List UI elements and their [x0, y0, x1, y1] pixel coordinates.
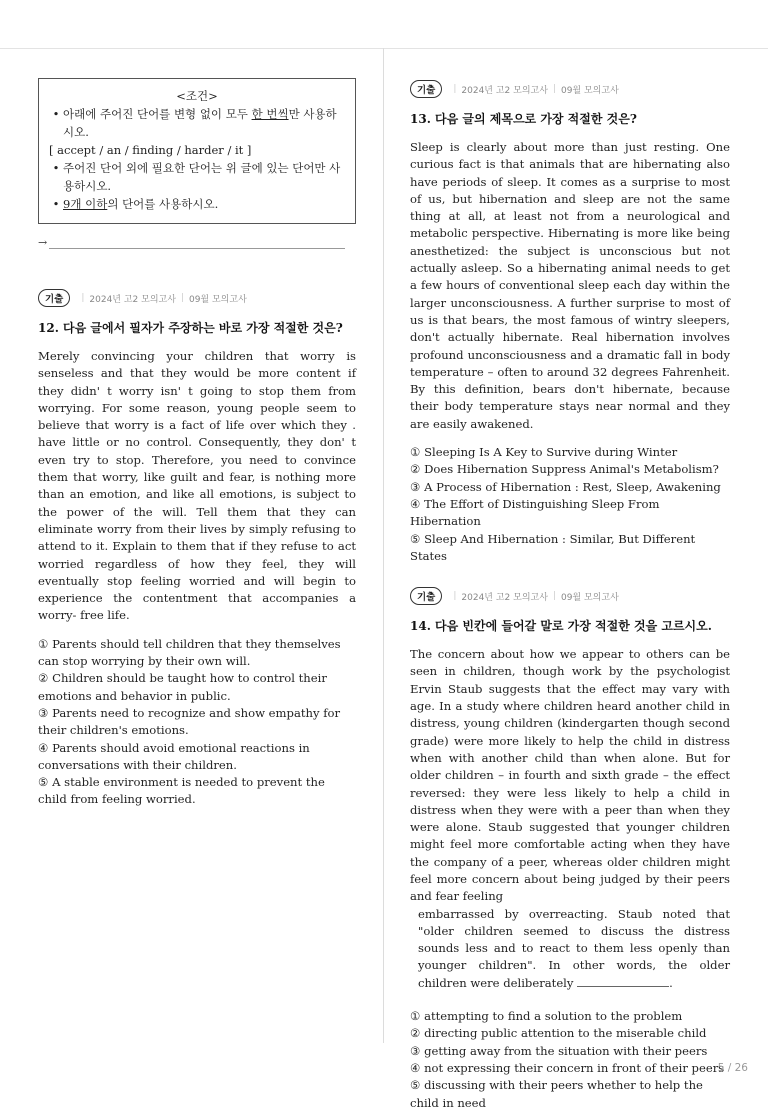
source-badge: 기출 — [410, 587, 442, 605]
option-5[interactable]: ⑤ discussing with their peers whether to help the child in need — [410, 1078, 703, 1110]
question-13-tags — [410, 80, 730, 98]
option-1[interactable]: ① Sleeping Is A Key to Survive during Winter — [410, 445, 678, 460]
exam-month: 09월 모의고사 — [560, 592, 619, 603]
option-2[interactable]: ② Does Hibernation Suppress Animal's Metabolism? — [410, 462, 719, 477]
condition-rule-1-post: 만 사용하시오. — [63, 107, 337, 139]
source-badge: 기출 — [38, 289, 70, 307]
question-12 — [38, 289, 356, 809]
question-14-passage-a: The concern about how we appear to others can be seen in children, though work by the psychologist Ervin Staub suggests that the effect may vary with age. In a study where children heard another child in distress, young children (kindergarten though second grade) were more likely to help the child in distress when with another child than when alone. But for older children – in fourth and sixth grade – the effect reversed: they were less likely to help a child in distress when they were with a peer than when they were alone. Staub suggested that younger children might feel more comfortable acting when they have the company of a peer, whereas older children might feel more concern about being judged by their peers and fear feeling — [410, 647, 730, 904]
exam-month: 09월 모의고사 — [188, 294, 247, 305]
condition-rule-2-text: 주어진 단어 외에 필요한 단어는 위 글에 있는 단어만 사용하시오. — [63, 161, 341, 193]
page-number: 5 / 26 — [717, 1062, 748, 1074]
condition-rule-1 — [49, 105, 345, 141]
bullet-icon: • — [52, 161, 60, 175]
bullet-icon: • — [52, 107, 60, 121]
question-13-options — [410, 444, 730, 565]
option-3[interactable]: ③ A Process of Hibernation : Rest, Sleep, Awakening — [410, 479, 721, 494]
question-14-tags — [410, 587, 730, 605]
question-14 — [410, 587, 730, 1112]
option-4[interactable]: ④ Parents should avoid emotional reactions in conversations with their children. — [38, 740, 310, 772]
source-badge: 기출 — [410, 80, 442, 98]
question-13-passage: Sleep is clearly about more than just resting. One curious fact is that animals that are hibernating also have periods of sleep. It comes as a surprise to most of us, but hibernation and sleep are not the same thing at all, at least not from a neurological and metabolic perspective. Hibernating is more like being anesthetized: the subject is unconscious but not actually asleep. So a hibernating animal needs to get a few hours of conventional sleep each day within the larger unconsciousness. A further surprise to most of us is that bears, the most famous of wintry sleepers, don't actually hibernate. Real hibernation involves profound unconsciousness and a dramatic fall in body temperature – often to around 32 degrees Fahrenheit. By this definition, bears don't hibernate, because their body temperature stays near normal and they are easily awakened. — [410, 140, 730, 431]
separator: | — [180, 293, 184, 303]
condition-rule-1-underlined: 한 번씩 — [251, 107, 289, 121]
option-5[interactable]: ⑤ A stable environment is needed to prevent the child from feeling worried. — [38, 775, 325, 807]
exam-month: 09월 모의고사 — [560, 85, 619, 96]
answer-line — [38, 236, 356, 249]
separator: | — [552, 84, 556, 94]
bullet-icon: • — [52, 197, 60, 211]
question-12-passage: Merely convincing your children that worry is senseless and that they would be more content if they didn' t worry isn' t going to stop them from worrying. For some reason, young people seem to believe that worry is a fact of life over which they . have little or no control. Consequently, they don' t even try to stop. Therefore, you need to convince them that worry, like guilt and fear, is nothing more than an emotion, and like all emotions, is subject to the power of the will. Tell them that they can eliminate worry from their lives by simply refusing to attend to it. Explain to them that if they refuse to act worried regardless of how they feel, they will eventually stop feeling worried and will begin to experience the contentment that accompanies a worry- free life. — [38, 349, 356, 623]
condition-rule-1-pre: 아래에 주어진 단어를 변형 없이 모두 — [63, 107, 252, 121]
option-2[interactable]: ② Children should be taught how to control their emotions and behavior in public. — [38, 671, 327, 703]
arrow-icon: → — [38, 236, 48, 249]
option-4[interactable]: ④ not expressing their concern in front of their peers — [410, 1060, 725, 1075]
question-13 — [410, 80, 730, 565]
question-13-title: 13. 다음 글의 제목으로 가장 적절한 것은? — [410, 112, 637, 126]
condition-word-list: [ accept / an / finding / harder / it ] — [49, 143, 252, 157]
exam-year: 2024년 고2 모의고사 — [461, 85, 548, 96]
condition-box — [38, 78, 356, 224]
question-14-title: 14. 다음 빈칸에 들어갈 말로 가장 적절한 것을 고르시오. — [410, 619, 712, 634]
question-14-passage-b: embarrassed by overreacting. Staub noted that "older children seemed to discuss the distress sounds less and to react to them less openly than younger children". In other words, the older children were deliberately — [418, 906, 730, 990]
question-12-options — [38, 636, 356, 809]
header-rule — [0, 48, 768, 49]
option-5[interactable]: ⑤ Sleep And Hibernation : Similar, But Different States — [410, 531, 696, 563]
condition-rule-3 — [49, 195, 345, 213]
passage-period: . — [669, 975, 673, 990]
question-12-title: 12. 다음 글에서 필자가 주장하는 바로 가장 적절한 것은? — [38, 321, 343, 335]
separator: | — [453, 84, 457, 94]
option-4[interactable]: ④ The Effort of Distinguishing Sleep From Hibernation — [410, 496, 660, 529]
option-2[interactable]: ② directing public attention to the miserable child — [410, 1026, 707, 1041]
option-3[interactable]: ③ getting away from the situation with their peers — [410, 1043, 708, 1058]
right-column — [410, 80, 730, 1112]
condition-title: <조건> — [176, 89, 218, 103]
option-3[interactable]: ③ Parents need to recognize and show empathy for their children's emotions. — [38, 705, 341, 738]
question-14-options — [410, 1008, 730, 1112]
left-column — [38, 78, 356, 809]
separator: | — [552, 591, 556, 602]
option-1[interactable]: ① Parents should tell children that they themselves can stop worrying by their own will. — [38, 636, 341, 669]
column-divider — [383, 48, 384, 1043]
condition-rule-3-underlined: 9개 이하 — [63, 197, 108, 211]
question-12-tags — [38, 289, 356, 307]
separator: | — [453, 591, 457, 602]
option-1[interactable]: ① attempting to find a solution to the problem — [410, 1009, 683, 1024]
condition-rule-3-post: 의 단어를 사용하시오. — [107, 197, 219, 211]
answer-blank[interactable] — [49, 238, 345, 249]
exam-year: 2024년 고2 모의고사 — [89, 294, 176, 305]
separator: | — [81, 293, 85, 303]
exam-year: 2024년 고2 모의고사 — [461, 592, 548, 603]
condition-rule-2 — [49, 159, 345, 195]
answer-blank[interactable] — [577, 976, 669, 987]
